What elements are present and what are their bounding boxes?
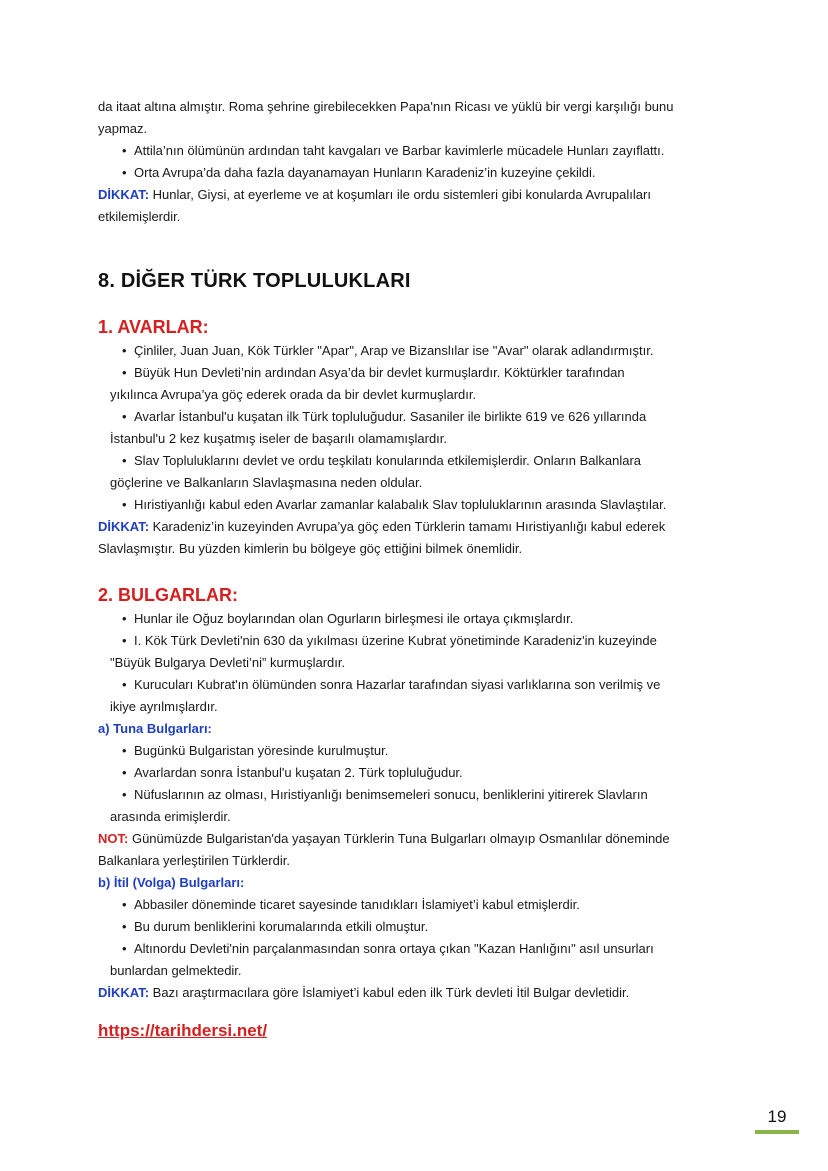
list-item: • Slav Topluluklarını devlet ve ordu teşkilatı konularında etkilemişlerdir. Onların Balkanlara	[98, 450, 723, 472]
bullet-icon: •	[122, 143, 127, 158]
dikkat-label: DİKKAT:	[98, 985, 150, 1000]
dikkat-note: DİKKAT: Karadeniz’in kuzeyinden Avrupa’ya göç eden Türklerin tamamı Hıristiyanlığı kabul ederek	[98, 519, 666, 534]
dikkat-note-cont: Slavlaşmıştır. Bu yüzden kimlerin bu bölgeye göç ettiğini bilmek önemlidir.	[98, 541, 523, 556]
intro-line-2: yapmaz.	[98, 121, 148, 136]
list-item: • Büyük Hun Devleti’nin ardından Asya’da bir devlet kurmuşlardır. Köktürkler tarafından	[98, 362, 723, 384]
bullet-icon: •	[122, 941, 127, 956]
page-content	[98, 96, 723, 1042]
not-note: NOT: Günümüzde Bulgaristan'da yaşayan Türklerin Tuna Bulgarları olmayıp Osmanlılar döneminde	[98, 831, 670, 846]
bullet-icon: •	[122, 611, 127, 626]
list-item: • Avarlardan sonra İstanbul'u kuşatan 2. Türk topluluğudur.	[98, 762, 723, 784]
dikkat-label: DİKKAT:	[98, 519, 150, 534]
site-link[interactable]: https://tarihdersi.net/	[98, 1021, 268, 1040]
tuna-heading: a) Tuna Bulgarları:	[98, 721, 212, 736]
list-item: • Altınordu Devleti'nin parçalanmasından sonra ortaya çıkan "Kazan Hanlığını" asıl unsurları	[98, 938, 723, 960]
list-item: • Hunlar ile Oğuz boylarından olan Ogurların birleşmesi ile ortaya çıkmışlardır.	[98, 608, 723, 630]
bullet-icon: •	[122, 343, 127, 358]
list-item-cont: yıkılınca Avrupa’ya göç ederek orada da bir devlet kurmuşlardır.	[110, 387, 477, 402]
list-item-cont: ikiye ayrılmışlardır.	[110, 699, 218, 714]
list-item: • Orta Avrupa’da daha fazla dayanamayan Hunların Karadeniz’in kuzeyine çekildi.	[98, 162, 723, 184]
list-item: • Abbasiler döneminde ticaret sayesinde tanıdıkları İslamiyet’i kabul etmişlerdir.	[98, 894, 723, 916]
list-item-cont: arasında erimişlerdir.	[110, 809, 231, 824]
not-label: NOT:	[98, 831, 129, 846]
list-item: • I. Kök Türk Devleti'nin 630 da yıkılması üzerine Kubrat yönetiminde Karadeniz'in kuzeyinde	[98, 630, 723, 652]
page-number-underline	[755, 1130, 799, 1134]
dikkat-note-cont: etkilemişlerdir.	[98, 209, 181, 224]
list-item-cont: "Büyük Bulgarya Devleti’ni” kurmuşlardır.	[110, 655, 346, 670]
bullet-icon: •	[122, 897, 127, 912]
list-item: • Nüfuslarının az olması, Hıristiyanlığı benimsemeleri sonucu, benliklerini yitirerek Slavların	[98, 784, 723, 806]
list-item: • Çinliler, Juan Juan, Kök Türkler "Apar", Arap ve Bizanslılar ise "Avar" olarak adlandırmıştır.	[98, 340, 723, 362]
bullet-icon: •	[122, 409, 127, 424]
bullet-icon: •	[122, 453, 127, 468]
list-item: • Bugünkü Bulgaristan yöresinde kurulmuştur.	[98, 740, 723, 762]
bullet-icon: •	[122, 677, 127, 692]
section-title: 8. DİĞER TÜRK TOPLULUKLARI	[98, 270, 411, 292]
itil-heading: b) İtil (Volga) Bulgarları:	[98, 875, 245, 890]
intro-line-1: da itaat altına almıştır. Roma şehrine girebilecekken Papa'nın Ricası ve yüklü bir vergi karşılığı bunu	[98, 99, 674, 114]
list-item-cont: bunlardan gelmektedir.	[110, 963, 242, 978]
avarlar-heading: 1. AVARLAR:	[98, 317, 209, 337]
list-item: • Attila’nın ölümünün ardından taht kavgaları ve Barbar kavimlerle mücadele Hunları zayıflattı.	[98, 140, 723, 162]
dikkat-label: DİKKAT:	[98, 187, 150, 202]
not-note-cont: Balkanlara yerleştirilen Türklerdir.	[98, 853, 290, 868]
bullet-icon: •	[122, 743, 127, 758]
page-number: 19	[767, 1107, 787, 1126]
bullet-icon: •	[122, 497, 127, 512]
list-item-cont: İstanbul'u 2 kez kuşatmış iseler de başarılı olamamışlardır.	[110, 431, 448, 446]
list-item: • Avarlar İstanbul'u kuşatan ilk Türk topluluğudur. Sasaniler ile birlikte 619 ve 626 yıllarında	[98, 406, 723, 428]
bullet-icon: •	[122, 165, 127, 180]
dikkat-note: DİKKAT: Bazı araştırmacılara göre İslamiyet’i kabul eden ilk Türk devleti İtil Bulgar devletidir.	[98, 985, 630, 1000]
bullet-icon: •	[122, 787, 127, 802]
bullet-icon: •	[122, 365, 127, 380]
bulgarlar-heading: 2. BULGARLAR:	[98, 585, 238, 605]
bullet-icon: •	[122, 765, 127, 780]
list-item: • Bu durum benliklerini korumalarında etkili olmuştur.	[98, 916, 723, 938]
bullet-icon: •	[122, 633, 127, 648]
list-item: • Hıristiyanlığı kabul eden Avarlar zamanlar kalabalık Slav topluluklarının arasında Slavlaştılar.	[98, 494, 723, 516]
list-item-cont: göçlerine ve Balkanların Slavlaşmasına neden oldular.	[110, 475, 423, 490]
bullet-icon: •	[122, 919, 127, 934]
list-item: • Kurucuları Kubrat'ın ölümünden sonra Hazarlar tarafından siyasi varlıklarına son verilmiş ve	[98, 674, 723, 696]
dikkat-note: DİKKAT: Hunlar, Giysi, at eyerleme ve at koşumları ile ordu sistemleri gibi konularda Avrupalıları	[98, 187, 651, 202]
page-number-box	[755, 1104, 799, 1134]
